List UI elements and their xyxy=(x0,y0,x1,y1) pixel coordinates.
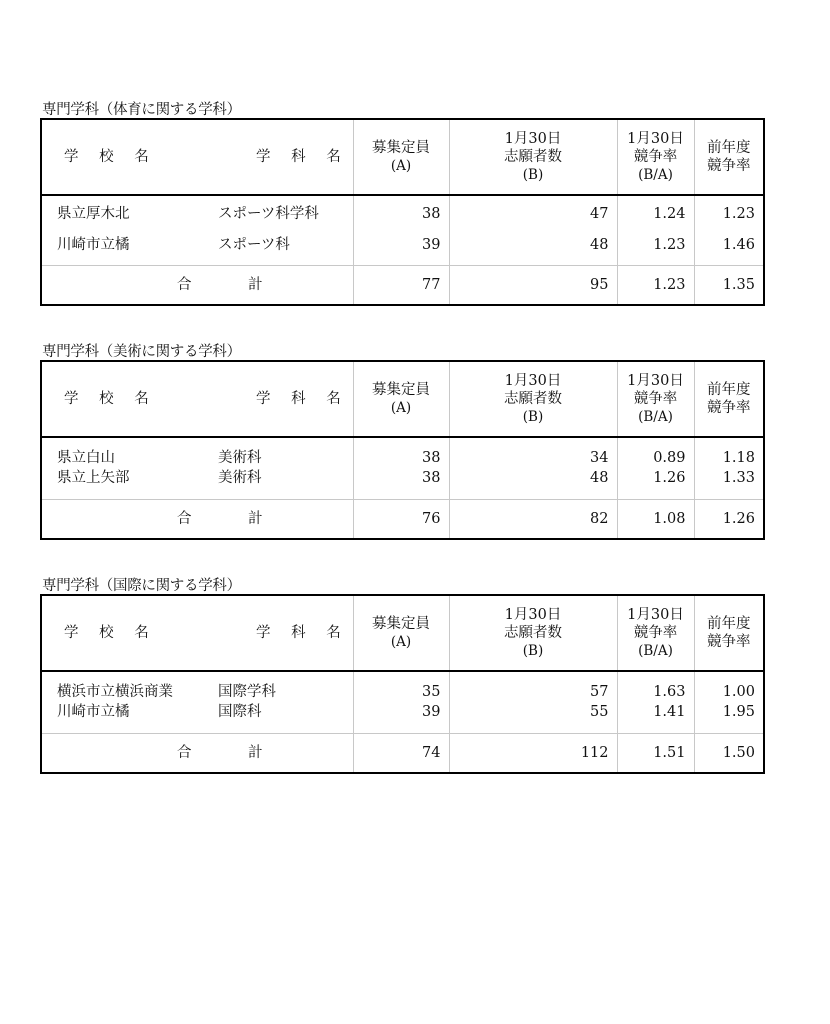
applicant-values: 47 48 xyxy=(449,195,617,265)
prev-ratio-values: 1.00 1.95 xyxy=(694,671,764,733)
total-label: 合 計 xyxy=(177,276,289,293)
school-name: 川崎市立橘 xyxy=(57,237,130,254)
header-applicants: 1月30日 志願者数 (B) xyxy=(449,361,617,437)
ratio-values: 0.89 1.26 xyxy=(617,437,694,499)
school-names xyxy=(41,195,216,265)
header-prev-ratio: 前年度 競争率 xyxy=(694,595,764,671)
section-international xyxy=(40,574,763,784)
header-prev-ratio: 前年度 競争率 xyxy=(694,361,764,437)
total-capacity: 74 xyxy=(353,733,449,773)
total-prev-ratio: 1.50 xyxy=(722,744,755,761)
total-capacity: 77 xyxy=(353,265,449,305)
header-ratio: 1月30日 競争率 (B/A) xyxy=(617,595,694,671)
data-rows xyxy=(41,195,764,265)
ratio-values: 1.24 1.23 xyxy=(617,195,694,265)
total-applicants: 95 xyxy=(449,265,617,305)
applicant-values: 57 55 xyxy=(449,671,617,733)
school-name: 横浜市立横浜商業 xyxy=(57,684,173,701)
admissions-table xyxy=(40,360,765,540)
dept-names xyxy=(216,671,353,733)
header-ratio: 1月30日 競争率 (B/A) xyxy=(617,119,694,195)
header-dept: 学 科 名 xyxy=(216,361,353,437)
school-names xyxy=(41,437,216,499)
header-capacity: 募集定員 (A) xyxy=(353,595,449,671)
ratio-values: 1.63 1.41 xyxy=(617,671,694,733)
header-ratio: 1月30日 競争率 (B/A) xyxy=(617,361,694,437)
capacity-values: 38 39 xyxy=(353,195,449,265)
capacity-values: 38 38 xyxy=(353,437,449,499)
dept-name: 美術科 xyxy=(218,450,262,467)
admissions-table xyxy=(40,118,765,306)
total-prev-ratio: 1.26 xyxy=(722,510,755,527)
dept-name: スポーツ科 xyxy=(218,237,290,254)
applicant-values: 34 48 xyxy=(449,437,617,499)
data-rows xyxy=(41,437,764,499)
total-applicants: 112 xyxy=(449,733,617,773)
header-school: 学 校 名 xyxy=(41,119,216,195)
dept-name: スポーツ科学科 xyxy=(218,206,319,223)
school-name: 県立白山 xyxy=(57,450,115,467)
total-ratio: 1.51 xyxy=(617,733,694,773)
header-applicants: 1月30日 志願者数 (B) xyxy=(449,119,617,195)
school-name: 県立厚木北 xyxy=(57,206,130,223)
section-sports xyxy=(40,98,763,313)
total-label: 合 計 xyxy=(177,510,289,527)
header-row xyxy=(41,119,764,195)
total-capacity: 76 xyxy=(353,499,449,539)
header-dept: 学 科 名 xyxy=(216,595,353,671)
dept-names xyxy=(216,437,353,499)
admissions-table xyxy=(40,594,765,774)
total-row xyxy=(41,499,764,539)
header-school: 学 校 名 xyxy=(41,361,216,437)
section-title: 専門学科（体育に関する学科） xyxy=(42,102,241,118)
total-row xyxy=(41,733,764,773)
header-row xyxy=(41,595,764,671)
prev-ratio-values: 1.23 1.46 xyxy=(694,195,764,265)
school-name: 県立上矢部 xyxy=(57,470,130,487)
header-capacity: 募集定員 (A) xyxy=(353,361,449,437)
dept-name: 国際科 xyxy=(218,704,262,721)
total-label: 合 計 xyxy=(177,744,289,761)
total-ratio: 1.08 xyxy=(617,499,694,539)
school-names xyxy=(41,671,216,733)
total-applicants: 82 xyxy=(449,499,617,539)
total-prev-ratio: 1.35 xyxy=(722,276,755,293)
total-row xyxy=(41,265,764,305)
header-prev-ratio: 前年度 競争率 xyxy=(694,119,764,195)
prev-ratio-values: 1.18 1.33 xyxy=(694,437,764,499)
dept-name: 美術科 xyxy=(218,470,262,487)
section-art xyxy=(40,340,763,550)
school-name: 川崎市立橘 xyxy=(57,704,130,721)
dept-name: 国際学科 xyxy=(218,684,276,701)
header-capacity: 募集定員 (A) xyxy=(353,119,449,195)
dept-names xyxy=(216,195,353,265)
header-applicants: 1月30日 志願者数 (B) xyxy=(449,595,617,671)
capacity-values: 35 39 xyxy=(353,671,449,733)
total-ratio: 1.23 xyxy=(617,265,694,305)
header-dept: 学 科 名 xyxy=(216,119,353,195)
header-school: 学 校 名 xyxy=(41,595,216,671)
section-title: 専門学科（国際に関する学科） xyxy=(42,578,241,594)
data-rows xyxy=(41,671,764,733)
section-title: 専門学科（美術に関する学科） xyxy=(42,344,241,360)
header-row xyxy=(41,361,764,437)
